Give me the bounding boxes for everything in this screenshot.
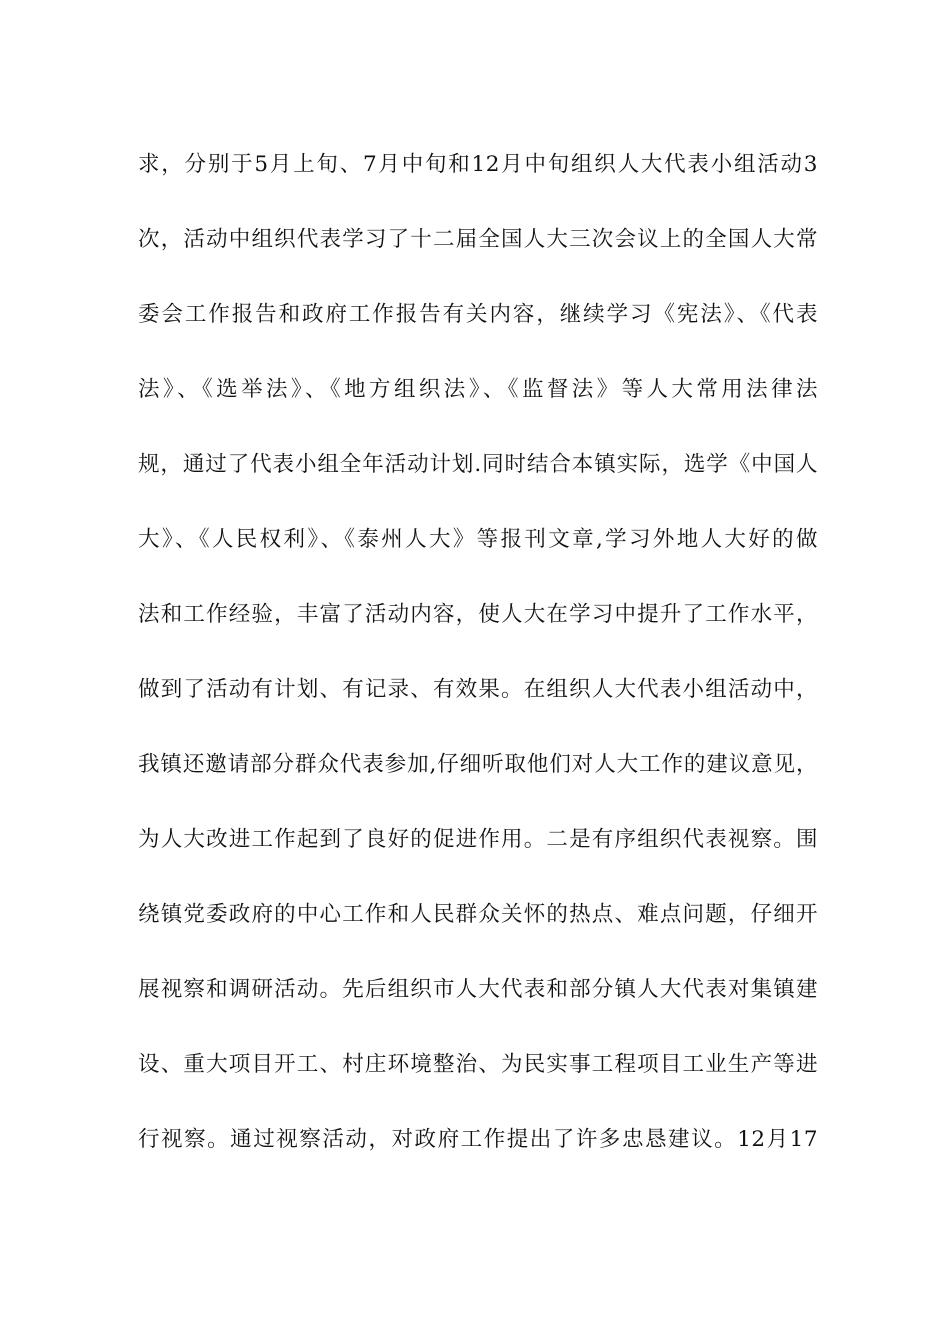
text-line: 设、重大项目开工、村庄环境整治、为民实事工程项目工业生产等进: [138, 1052, 818, 1077]
text-line: 委会工作报告和政府工作报告有关内容，继续学习《宪法》、《代表: [138, 302, 818, 327]
text-line: 法》、《选举法》、《地方组织法》、《监督法》等人大常用法律法: [138, 377, 818, 402]
text-line: 绕镇党委政府的中心工作和人民群众关怀的热点、难点问题，仔细开: [138, 902, 818, 927]
text-line: 法和工作经验，丰富了活动内容，使人大在学习中提升了工作水平，: [138, 602, 818, 627]
body-paragraph: [138, 140, 818, 1190]
text-line: 我镇还邀请部分群众代表参加,仔细听取他们对人大工作的建议意见，: [138, 752, 818, 777]
text-line: 做到了活动有计划、有记录、有效果。在组织人大代表小组活动中，: [138, 677, 818, 702]
text-line: 展视察和调研活动。先后组织市人大代表和部分镇人大代表对集镇建: [138, 977, 818, 1002]
text-line: 规，通过了代表小组全年活动计划.同时结合本镇实际，选学《中国人: [138, 452, 818, 477]
text-line: 为人大改进工作起到了良好的促进作用。二是有序组织代表视察。围: [138, 827, 818, 852]
text-line: 大》、《人民权利》、《泰州人大》等报刊文章,学习外地人大好的做: [138, 527, 818, 552]
text-line: 次，活动中组织代表学习了十二届全国人大三次会议上的全国人大常: [138, 227, 818, 252]
text-line: 求，分别于5月上旬、7月中旬和12月中旬组织人大代表小组活动3: [138, 152, 818, 177]
text-line: 行视察。通过视察活动，对政府工作提出了许多忠恳建议。12月17: [138, 1127, 818, 1152]
